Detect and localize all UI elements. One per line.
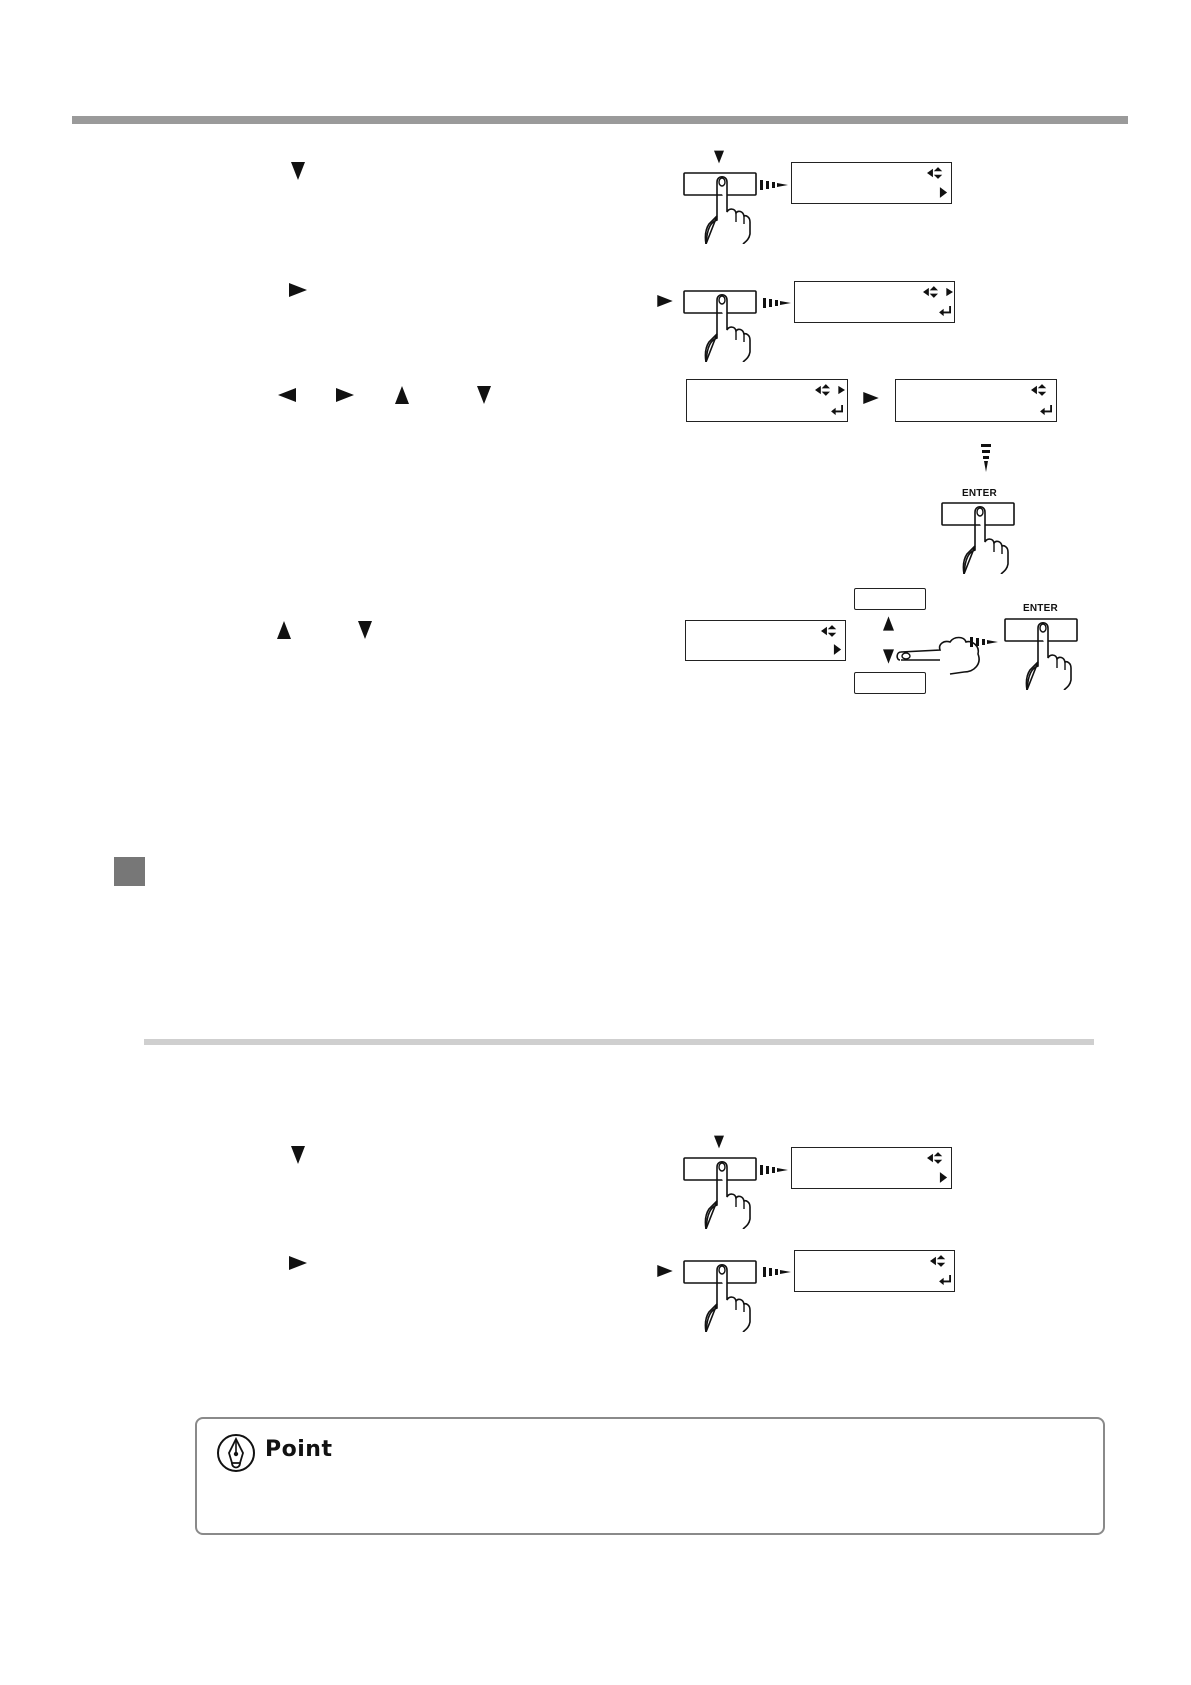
up-arrow-icon — [883, 616, 894, 631]
lcd-display — [794, 281, 955, 323]
left-right-arrow-icon — [927, 1151, 949, 1165]
pointer-dashes-icon — [763, 1266, 791, 1278]
pressing-hand-icon — [941, 502, 1021, 574]
right-arrow-icon — [289, 283, 307, 297]
point-title: Point — [265, 1437, 333, 1462]
right-arrow-icon — [289, 1256, 307, 1270]
lcd-display — [791, 162, 952, 204]
enter-return-icon — [831, 405, 844, 416]
left-right-arrow-icon — [1031, 383, 1053, 397]
enter-key-label: ENTER — [1023, 603, 1058, 614]
left-right-arrow-icon — [821, 624, 843, 638]
pointer-dashes-icon — [760, 1164, 788, 1176]
left-right-arrow-icon — [927, 166, 949, 180]
right-arrow-icon — [939, 1171, 948, 1184]
point-box — [195, 1417, 1105, 1535]
left-right-arrow-icon — [930, 1254, 952, 1268]
left-arrow-icon — [278, 388, 296, 402]
lcd-display — [794, 1250, 955, 1292]
up-arrow-icon — [277, 621, 291, 639]
right-arrow-icon — [833, 643, 842, 656]
right-arrow-icon — [657, 295, 673, 307]
down-arrow-icon — [714, 1135, 724, 1149]
lcd-display — [895, 379, 1057, 422]
enter-key-label: ENTER — [962, 488, 997, 499]
down-arrow-icon — [291, 162, 305, 180]
right-arrow-icon — [939, 186, 948, 199]
pressing-hand-icon — [683, 172, 763, 244]
subsection-bar — [144, 1039, 1094, 1045]
pressing-hand-icon — [683, 1260, 763, 1332]
down-arrow-icon — [714, 150, 724, 164]
lcd-display — [685, 620, 846, 661]
up-key[interactable] — [854, 588, 926, 610]
enter-return-icon — [1040, 405, 1053, 416]
pointer-dashes-icon — [980, 444, 992, 472]
enter-return-icon — [939, 1275, 952, 1286]
pointer-dashes-icon — [763, 297, 791, 309]
pressing-hand-icon — [894, 620, 984, 680]
pointer-dashes-icon — [760, 179, 788, 191]
lcd-display — [686, 379, 848, 422]
up-arrow-icon — [395, 386, 409, 404]
right-arrow-icon — [336, 388, 354, 402]
pressing-hand-icon — [1004, 618, 1084, 690]
pressing-hand-icon — [683, 290, 763, 362]
down-arrow-icon — [883, 649, 894, 664]
down-arrow-icon — [358, 621, 372, 639]
section-marker — [114, 857, 145, 886]
left-right-arrow-icon — [815, 383, 845, 397]
down-arrow-icon — [291, 1146, 305, 1164]
pointer-dashes-icon — [970, 636, 998, 648]
right-arrow-icon — [863, 392, 879, 404]
right-arrow-icon — [657, 1265, 673, 1277]
pen-nib-icon — [216, 1433, 256, 1473]
down-arrow-icon — [477, 386, 491, 404]
lcd-display — [791, 1147, 952, 1189]
header-bar — [72, 116, 1128, 124]
pressing-hand-icon — [683, 1157, 763, 1229]
enter-return-icon — [939, 306, 952, 317]
left-right-arrow-icon — [923, 285, 953, 299]
